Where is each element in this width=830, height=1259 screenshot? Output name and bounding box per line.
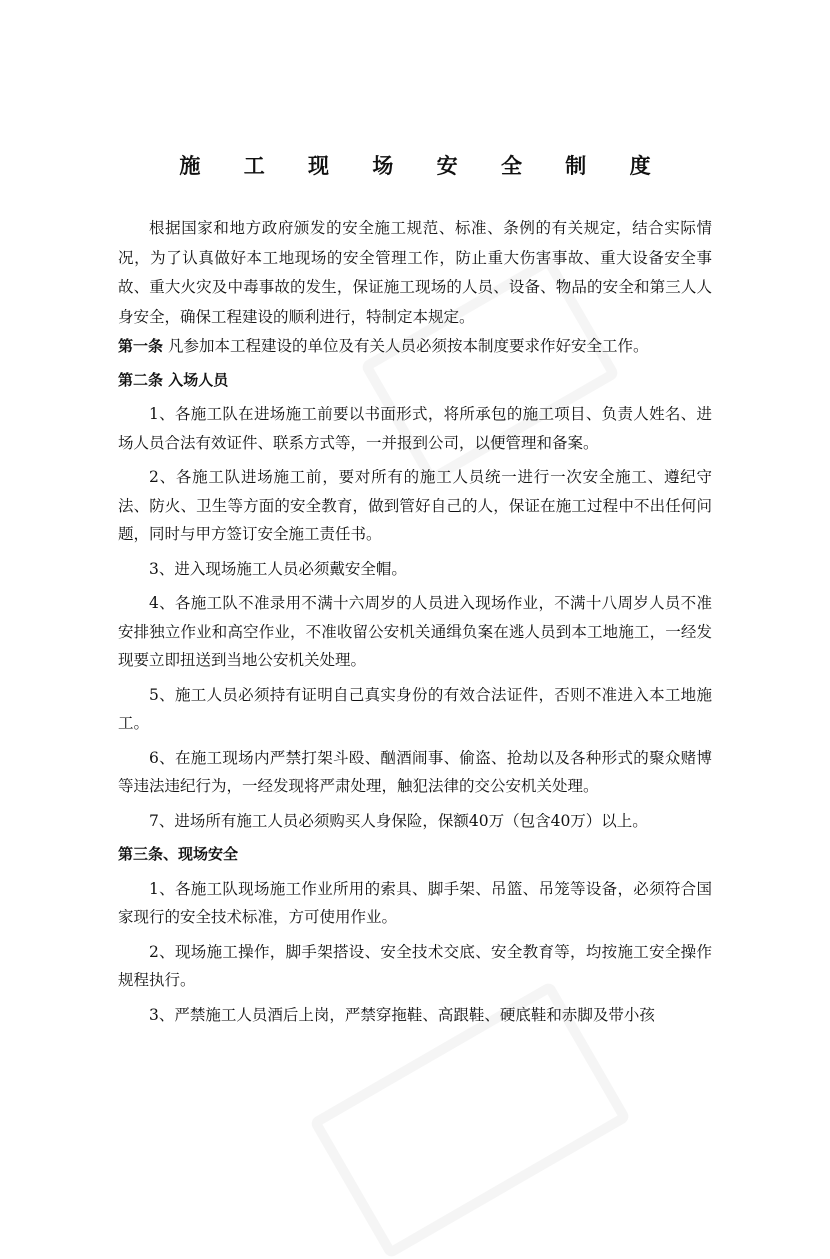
intro-paragraph: 根据国家和地方政府颁发的安全施工规范、标准、条例的有关规定，结合实际情况，为了认真做好本工地现场的安全管理工作，防止重大伤害事故、重大设备安全事故、重大火灾及中毒事故的发生，保证施工现场的人员、设备、物品的安全和第三人人身安全，确保工程建设的顺利进行，特制定本规定。 xyxy=(118,219,712,326)
article-1-text: 凡参加本工程建设的单位及有关人员必须按本制度要求作好安全工作。 xyxy=(163,337,649,355)
article-2-item-6: 6、在施工现场内严禁打架斗殴、酗酒闹事、偷盗、抢劫以及各种形式的聚众赌博等违法违纪行为，一经发现将严肃处理，触犯法律的交公安机关处理。 xyxy=(118,748,712,795)
article-2-item-7: 7、进场所有施工人员必须购买人身保险，保额40万（包含40万）以上。 xyxy=(149,811,648,830)
article-2-item-5: 5、施工人员必须持有证明自己真实身份的有效合法证件，否则不准进入本工地施工。 xyxy=(118,685,712,732)
article-3-item-1: 1、各施工队现场施工作业所用的索具、脚手架、吊篮、吊笼等设备，必须符合国家现行的安全技术标准，方可使用作业。 xyxy=(118,879,712,926)
article-2-item-4: 4、各施工队不准录用不满十六周岁的人员进入现场作业，不满十八周岁人员不准安排独立作业和高空作业，不准收留公安机关通缉负案在逃人员到本工地施工，一经发现要立即扭送到当地公安机关处理。 xyxy=(118,594,712,669)
article-3-item-2: 2、现场施工操作，脚手架搭设、安全技术交底、安全教育等，均按施工安全操作规程执行。 xyxy=(118,942,712,989)
article-2-item-2: 2、各施工队进场施工前，要对所有的施工人员统一进行一次安全施工、遵纪守法、防火、卫生等方面的安全教育，做到管好自己的人，保证在施工过程中不出任何问题，同时与甲方签订安全施工责任书。 xyxy=(118,468,712,543)
article-1 xyxy=(118,332,712,361)
document-body xyxy=(118,214,712,1029)
article-3-label: 第三条、 xyxy=(118,845,179,863)
article-1-label: 第一条 xyxy=(118,337,164,355)
document-title: 施 工 现 场 安 全 制 度 xyxy=(179,154,669,178)
article-2-label: 第二条 xyxy=(118,370,164,389)
article-3-item-3: 3、严禁施工人员酒后上岗，严禁穿拖鞋、高跟鞋、硬底鞋和赤脚及带小孩 xyxy=(149,1005,655,1024)
article-2-title: 入场人员 xyxy=(163,370,229,389)
article-3-heading xyxy=(118,840,712,869)
article-2-item-3: 3、进入现场施工人员必须戴安全帽。 xyxy=(149,559,407,578)
article-2-item-1: 1、各施工队在进场施工前要以书面形式，将所承包的施工项目、负责人姓名、进场人员合法有效证件、联系方式等，一并报到公司，以便管理和备案。 xyxy=(118,405,712,452)
article-2-heading xyxy=(118,366,712,395)
article-3-title: 现场安全 xyxy=(178,845,239,863)
